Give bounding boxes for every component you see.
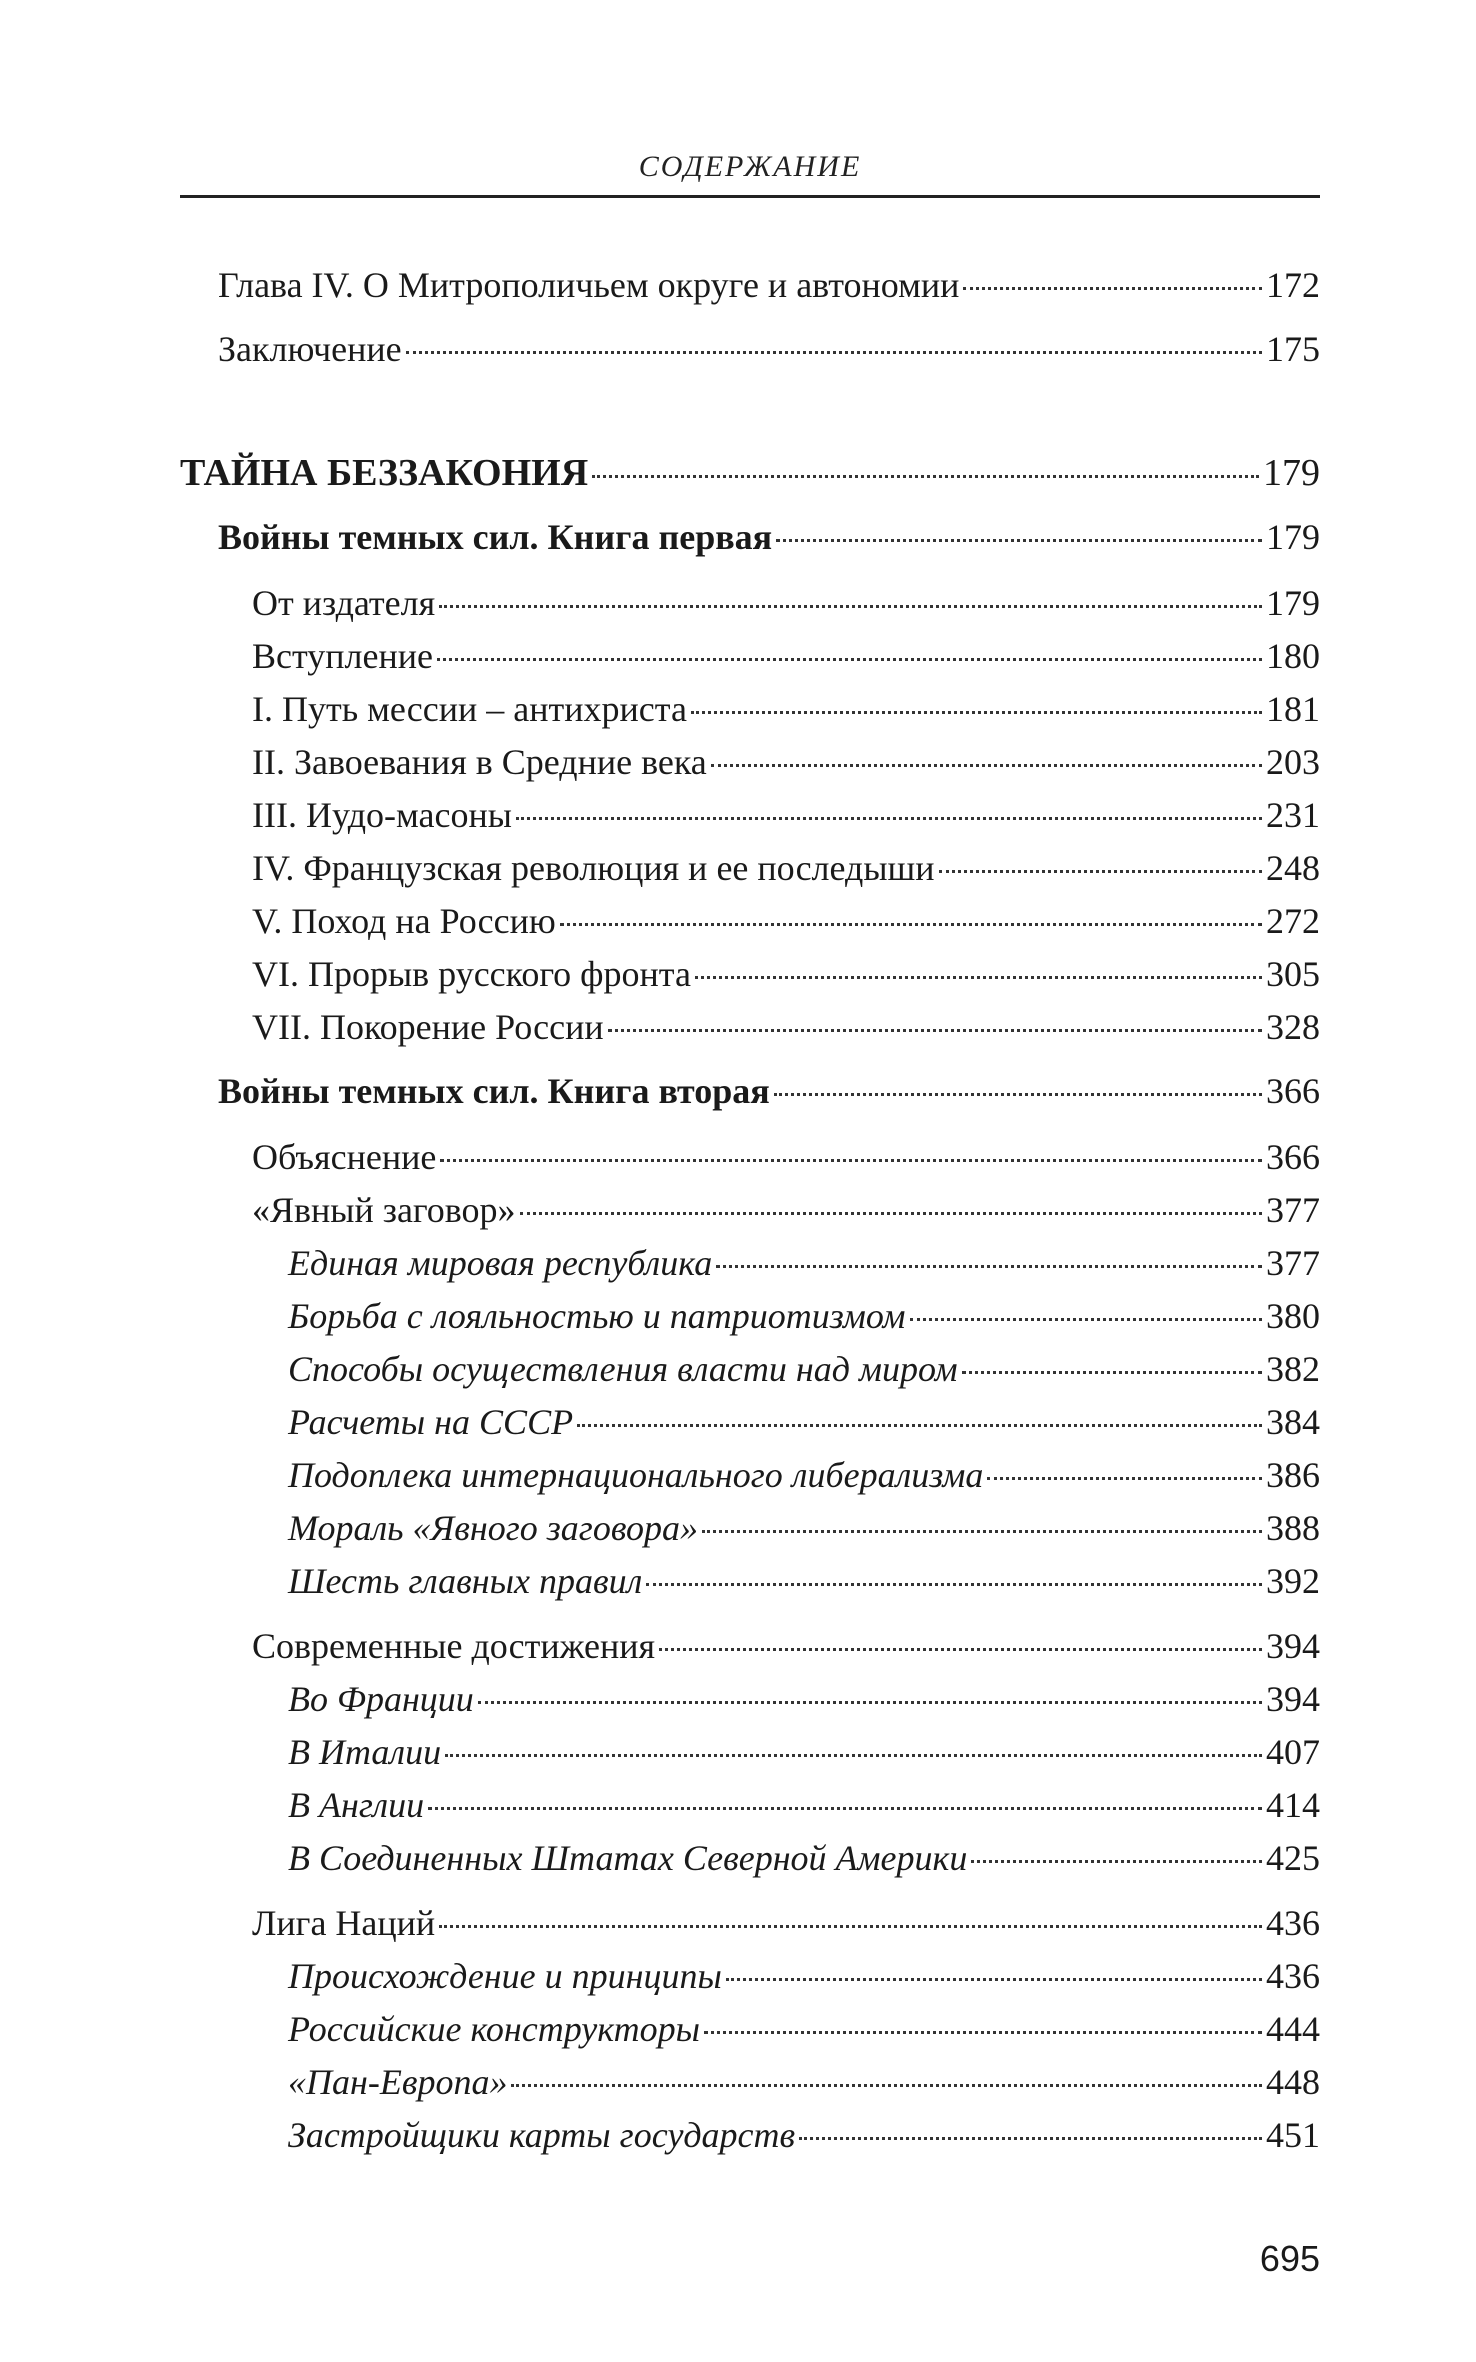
toc-leader: [520, 1212, 1262, 1215]
toc-entry-title: Лига Наций: [252, 1903, 436, 1943]
toc-entry: [288, 1240, 1320, 1286]
toc-leader: [695, 976, 1262, 979]
toc-entry: [218, 326, 1320, 372]
toc-leader: [608, 1029, 1262, 1032]
header-rule: [180, 195, 1320, 198]
toc-leader: [659, 1648, 1262, 1651]
toc-entry-title: I. Путь мессии – антихриста: [252, 689, 687, 729]
toc-entry-page: 305: [1266, 954, 1320, 994]
toc-entry-page: 436: [1266, 1956, 1320, 1996]
toc-entry-title: Войны темных сил. Книга вторая: [218, 1071, 770, 1111]
toc-entry-page: 272: [1266, 901, 1320, 941]
toc-entry-title: Борьба с лояльностью и патриотизмом: [288, 1296, 906, 1336]
running-head: СОДЕРЖАНИЕ: [638, 150, 862, 183]
toc-entry: [252, 1623, 1320, 1669]
toc-leader: [702, 1530, 1262, 1533]
toc-entry-title: «Явный заговор»: [252, 1190, 516, 1230]
toc-leader: [406, 351, 1262, 354]
toc-leader: [987, 1477, 1262, 1480]
toc-entry: [288, 1953, 1320, 1999]
toc-entry: [288, 1558, 1320, 1604]
toc-leader: [440, 1159, 1262, 1162]
toc-entry: [218, 262, 1320, 308]
toc-entry-title: «Пан-Европа»: [288, 2062, 508, 2102]
toc-leader: [437, 658, 1262, 661]
toc-entry-title: Подоплека интернационального либерализма: [288, 1455, 984, 1495]
toc-entry-page: 366: [1266, 1071, 1320, 1111]
toc-entry-title: В Соединенных Штатах Северной Америки: [288, 1838, 968, 1878]
toc-leader: [704, 2031, 1262, 2034]
toc-leader: [592, 475, 1259, 478]
toc-entry-title: От издателя: [252, 583, 436, 623]
toc-entry-page: 425: [1266, 1838, 1320, 1878]
toc-entry-page: 407: [1266, 1732, 1320, 1772]
toc-entry-page: 366: [1266, 1137, 1320, 1177]
toc-entry: [288, 1782, 1320, 1828]
toc-entry: [252, 1900, 1320, 1946]
toc-entry-title: IV. Французская революция и ее последыши: [252, 848, 935, 888]
toc-entry-title: VII. Покорение России: [252, 1007, 604, 1047]
toc-entry-page: 180: [1266, 636, 1320, 676]
toc-entry-title: Современные достижения: [252, 1626, 656, 1666]
toc-entry-page: 181: [1266, 689, 1320, 729]
toc-entry-title: Глава IV. О Митрополичьем округе и автономии: [218, 265, 960, 305]
page-number: 695: [1259, 2238, 1320, 2279]
toc-entry-title: Во Франции: [288, 1679, 474, 1719]
toc-entry-title: II. Завоевания в Средние века: [252, 742, 707, 782]
toc-entry-page: 179: [1266, 583, 1320, 623]
toc-entry-page: 380: [1266, 1296, 1320, 1336]
toc-entry-page: 384: [1266, 1402, 1320, 1442]
toc-entry-page: 203: [1266, 742, 1320, 782]
toc-entry-title: Объяснение: [252, 1137, 437, 1177]
toc-entry-title: III. Иудо-масоны: [252, 795, 512, 835]
toc-entry: [288, 1293, 1320, 1339]
toc-entry-title: Происхождение и принципы: [288, 1956, 722, 1996]
toc-entry-title: V. Поход на Россию: [252, 901, 556, 941]
toc-entry-title: Вступление: [252, 636, 433, 676]
toc-leader: [939, 870, 1262, 873]
toc-entry: [252, 580, 1320, 626]
toc-leader: [478, 1701, 1262, 1704]
toc-entry-page: 248: [1266, 848, 1320, 888]
toc-entry-page: 414: [1266, 1785, 1320, 1825]
toc-entry: [288, 1346, 1320, 1392]
toc-entry-page: 444: [1266, 2009, 1320, 2049]
toc-entry-page: 436: [1266, 1903, 1320, 1943]
toc-entry: [288, 2006, 1320, 2052]
toc-entry: [288, 1676, 1320, 1722]
toc-leader: [439, 605, 1262, 608]
toc-entry: [218, 1068, 1320, 1114]
toc-entry: [252, 845, 1320, 891]
toc-entry: [288, 1399, 1320, 1445]
toc-entry-title: Заключение: [218, 329, 402, 369]
toc-leader: [439, 1925, 1262, 1928]
toc-entry: [252, 1004, 1320, 1050]
toc-entry-title: Войны темных сил. Книга первая: [218, 517, 773, 557]
toc-entry: [288, 1729, 1320, 1775]
toc-entry-title: Мораль «Явного заговора»: [288, 1508, 698, 1548]
toc-entry-title: Шесть главных правил: [288, 1561, 643, 1601]
toc-leader: [711, 764, 1262, 767]
toc-entry-title: Российские конструкторы: [288, 2009, 700, 2049]
toc-entry-title: Застройщики карты государств: [288, 2115, 796, 2155]
toc-entry: [252, 739, 1320, 785]
toc-entry: [252, 898, 1320, 944]
toc-entry-page: 175: [1266, 329, 1320, 369]
toc-leader: [445, 1754, 1262, 1757]
toc-entry-page: 394: [1266, 1679, 1320, 1719]
toc-leader: [516, 817, 1262, 820]
toc-entry-page: 377: [1266, 1243, 1320, 1283]
toc-leader: [646, 1583, 1262, 1586]
toc-entry-title: Расчеты на СССР: [288, 1402, 574, 1442]
toc-entry: [218, 514, 1320, 560]
toc-entry-title: В Италии: [288, 1732, 442, 1772]
toc-entry-page: 392: [1266, 1561, 1320, 1601]
toc-leader: [962, 1371, 1262, 1374]
toc-entry: [252, 792, 1320, 838]
toc-leader: [511, 2084, 1262, 2087]
toc-entry: [252, 633, 1320, 679]
toc-entry-page: 388: [1266, 1508, 1320, 1548]
toc-leader: [726, 1978, 1262, 1981]
toc-entry: [252, 686, 1320, 732]
toc-entry-page: 386: [1266, 1455, 1320, 1495]
toc-entry: [252, 951, 1320, 997]
toc-leader: [560, 923, 1262, 926]
toc-entry-page: 179: [1263, 452, 1320, 494]
toc-entry: [288, 2059, 1320, 2105]
toc-entry-page: 172: [1266, 265, 1320, 305]
toc-leader: [428, 1807, 1262, 1810]
toc-entry: [252, 1134, 1320, 1180]
toc-entry-title: VI. Прорыв русского фронта: [252, 954, 691, 994]
toc-leader: [776, 539, 1262, 542]
toc-leader: [577, 1424, 1262, 1427]
toc-entry-page: 328: [1266, 1007, 1320, 1047]
toc-entry: [288, 1835, 1320, 1881]
toc-leader: [799, 2137, 1262, 2140]
toc-leader: [963, 287, 1262, 290]
toc-leader: [774, 1093, 1262, 1096]
toc-entry: [252, 1187, 1320, 1233]
toc-entry: [288, 1452, 1320, 1498]
toc-entry-title: ТАЙНА БЕЗЗАКОНИЯ: [180, 452, 589, 494]
toc-entry-title: Способы осуществления власти над миром: [288, 1349, 958, 1389]
toc-leader: [691, 711, 1262, 714]
toc-leader: [716, 1265, 1262, 1268]
toc-entry-page: 448: [1266, 2062, 1320, 2102]
toc-leader: [971, 1860, 1262, 1863]
toc-entry: [288, 2112, 1320, 2158]
toc-entry-page: 382: [1266, 1349, 1320, 1389]
toc-entry-page: 377: [1266, 1190, 1320, 1230]
toc-entry: [288, 1505, 1320, 1551]
toc-entry-title: Единая мировая республика: [288, 1243, 713, 1283]
toc-leader: [910, 1318, 1262, 1321]
toc-entry-page: 231: [1266, 795, 1320, 835]
toc-entry-title: В Англии: [288, 1785, 425, 1825]
toc-entry-page: 451: [1266, 2115, 1320, 2155]
toc-entry: [180, 450, 1320, 496]
toc-entry-page: 394: [1266, 1626, 1320, 1666]
toc-entry-page: 179: [1266, 517, 1320, 557]
